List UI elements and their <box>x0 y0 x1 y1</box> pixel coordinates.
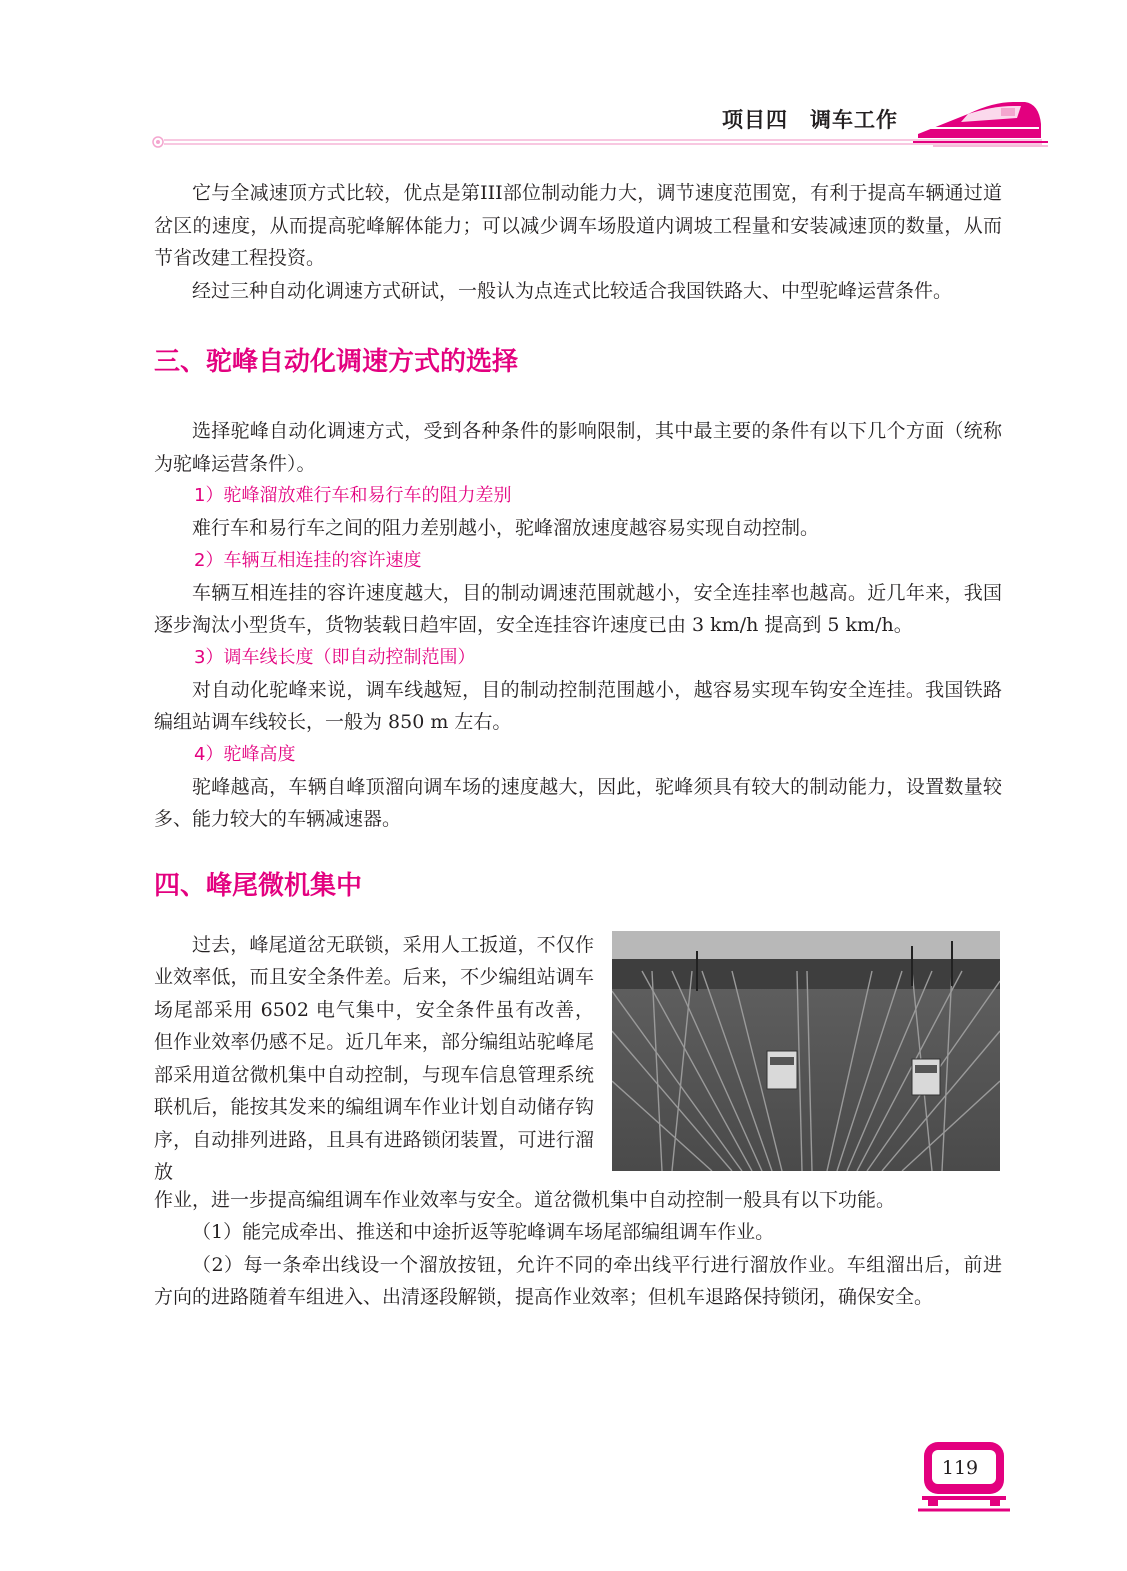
paragraph: 作业，进一步提高编组调车作业效率与安全。道岔微机集中自动控制一般具有以下功能。 <box>154 1188 896 1211</box>
subheading: 2）车辆互相连挂的容许速度 <box>194 549 422 571</box>
paragraph: 它与全减速顶方式比较，优点是第III部位制动能力大，调节速度范围宽，有利于提高车辆通过道岔区的速度，从而提高驼峰解体能力；可以减少调车场股道内调坡工程量和安装减速顶的数量，从而节省改建工程投资。 <box>154 182 1002 269</box>
page-content <box>154 175 1002 1314</box>
railway-yard-photo <box>612 931 1000 1171</box>
paragraph: （1）能完成牵出、推送和中途折返等驼峰调车场尾部编组调车作业。 <box>192 1221 775 1243</box>
paragraph: 经过三种自动化调速方式研试，一般认为点连式比较适合我国铁路大、中型驼峰运营条件。 <box>192 279 953 302</box>
paragraph: 对自动化驼峰来说，调车线越短，目的制动控制范围越小，越容易实现车钩安全连挂。我国铁路编组站调车线较长，一般为 850 m 左右。 <box>154 678 1002 733</box>
text-with-figure <box>154 929 1002 1189</box>
subheading: 1）驼峰溜放难行车和易行车的阻力差别 <box>194 485 512 506</box>
subheading: 4）驼峰高度 <box>194 743 296 765</box>
paragraph: 车辆互相连挂的容许速度越大，目的制动调速范围就越小，安全连挂率也越高。近几年来，我国逐步淘汰小型货车，货物装载日趋牢固，安全连挂容许速度已由 3 km/h 提高到 5 km/h。 <box>154 581 1002 636</box>
section-heading: 四、峰尾微机集中 <box>154 870 363 901</box>
paragraph: 难行车和易行车之间的阻力差别越小，驼峰溜放速度越容易实现自动控制。 <box>192 517 820 539</box>
paragraph: 选择驼峰自动化调速方式，受到各种条件的影响限制，其中最主要的条件有以下几个方面（统称为驼峰运营条件）。 <box>154 420 1002 475</box>
paragraph: 驼峰越高，车辆自峰顶溜向调车场的速度越大，因此，驼峰须具有较大的制动能力，设置数量较多、能力较大的车辆减速器。 <box>154 775 1002 830</box>
chapter-title: 项目四 调车工作 <box>722 108 898 132</box>
page-header <box>0 0 1127 170</box>
section-heading: 三、驼峰自动化调速方式的选择 <box>154 347 519 377</box>
paragraph: （2）每一条牵出线设一个溜放按钮，允许不同的牵出线平行进行溜放作业。车组溜出后，前进方向的进路随着车组进入、出清逐段解锁，提高作业效率；但机车退路保持锁闭，确保安全。 <box>154 1253 1002 1308</box>
page-number: 119 <box>941 1457 979 1479</box>
subheading: 3）调车线长度（即自动控制范围） <box>194 646 476 668</box>
train-icon <box>913 94 1053 154</box>
paragraph: 过去，峰尾道岔无联锁，采用人工扳道，不仅作业效率低，而且安全条件差。后来，不少编组站调车场尾部采用 6502 电气集中，安全条件虽有改善，但作业效率仍感不足。近几年来，部分编组站驼峰尾部采用道岔微机集中自动控制，与现车信息管理系统联机后，能按其发来的编组调车作业计划自动储存钩序，自动排列进路，且具有进路锁闭装置，可进行溜放 <box>154 933 594 1183</box>
